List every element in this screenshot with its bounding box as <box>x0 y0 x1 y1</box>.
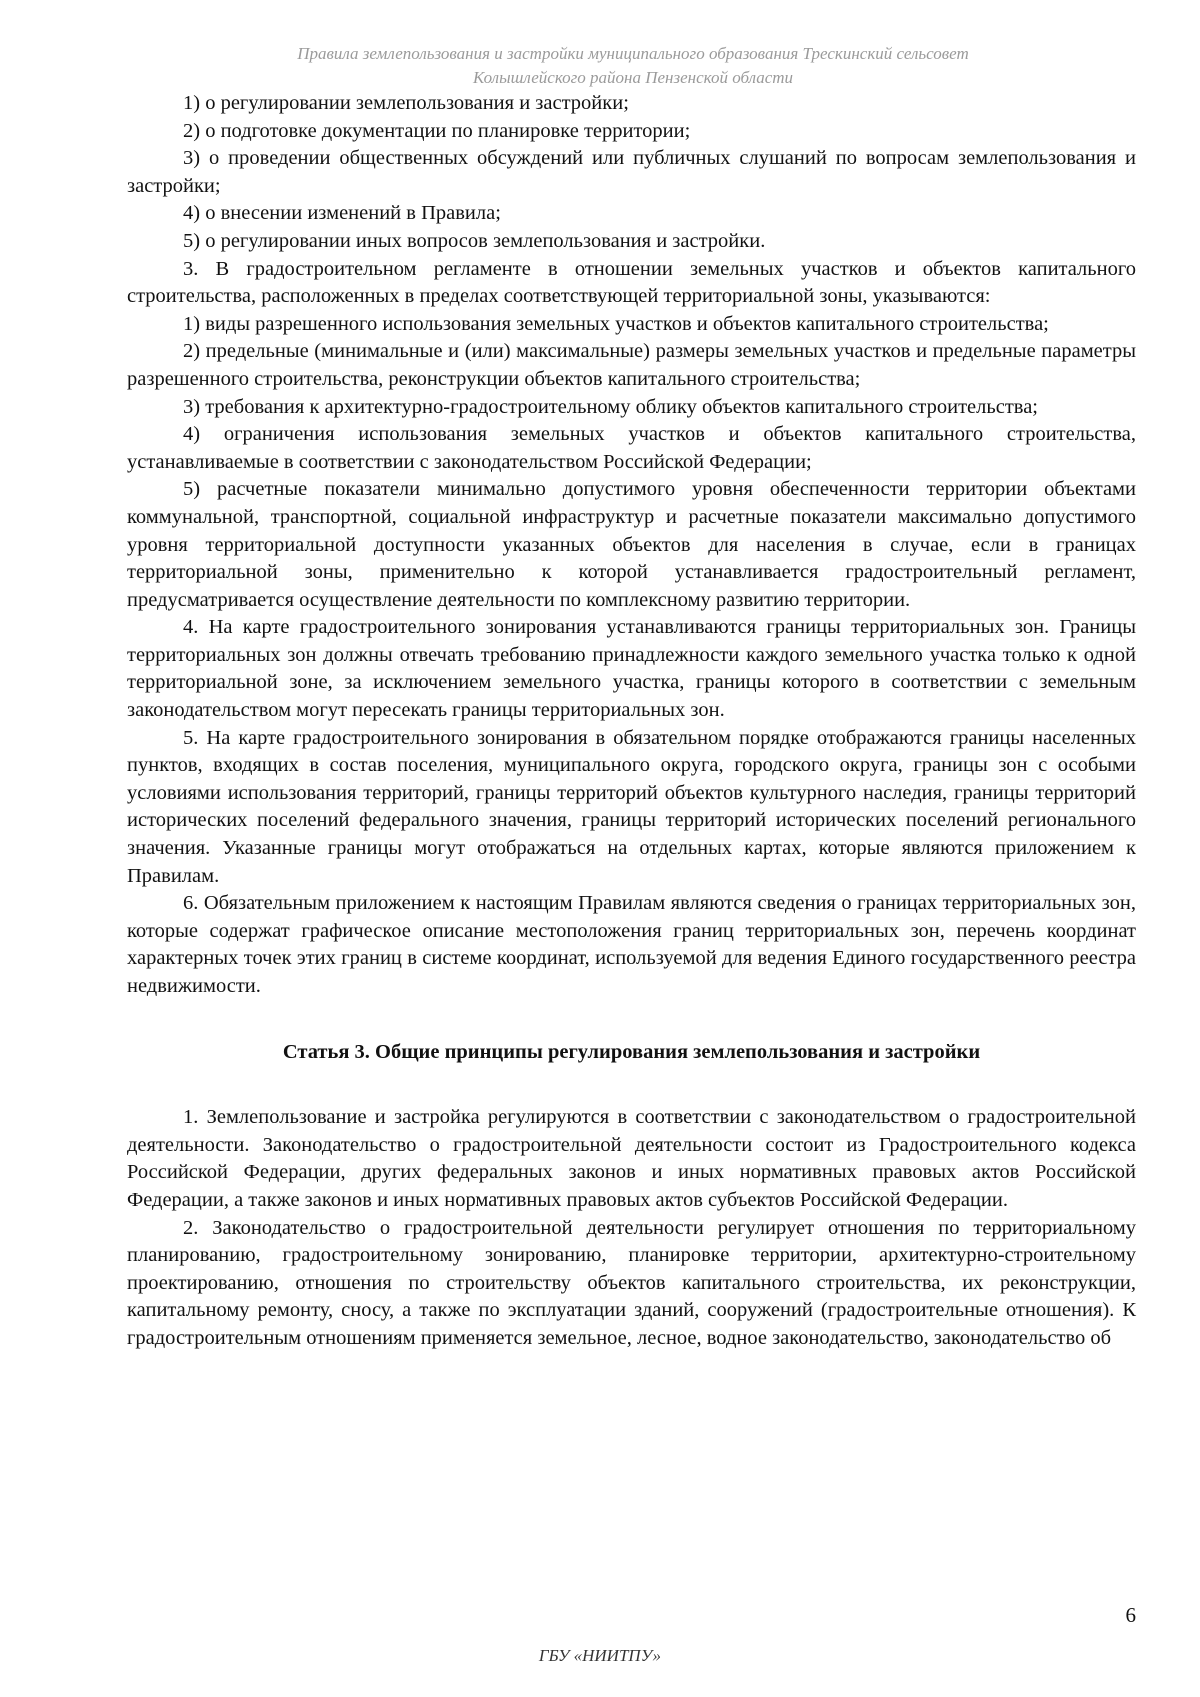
clause-3-item-5: 5) расчетные показатели минимально допустимого уровня обеспеченности территории объектами коммунальной, транспортной, социальной инфраструктур и расчетные показатели максимально допустимого уровня территориальной доступности указанных объектов для населения в случае, если в границах территориальной зоны, применительно к которой устанавливается градостроительный регламент, предусматривается осуществление деятельности по комплексному развитию территории. <box>127 478 1136 611</box>
list-item-public-hearings: 3) о проведении общественных обсуждений или публичных слушаний по вопросам землепользования и застройки; <box>127 147 1136 197</box>
header-line-1: Правила землепользования и застройки муниципального образования Трескинский сельсовет <box>297 44 969 63</box>
article-heading: Статья 3. Общие принципы регулирования землепользования и застройки <box>282 1040 981 1063</box>
document-body <box>127 90 1136 1353</box>
clause-6: 6. Обязательным приложением к настоящим Правилам являются сведения о границах территориальных зон, которые содержат графическое описание местоположения границ территориальных зон, перечень координат характерных точек этих границ в системе координат, используемой для ведения Единого государственного реестра недвижимости. <box>127 892 1136 997</box>
clause-3-item-2: 2) предельные (минимальные и (или) максимальные) размеры земельных участков и предельные параметры разрешенного строительства, реконструкции объектов капитального строительства; <box>127 340 1136 390</box>
clause-3-intro: 3. В градостроительном регламенте в отношении земельных участков и объектов капитального строительства, расположенных в пределах соответствующей территориальной зоны, указываются: <box>127 257 1136 308</box>
header-line-2: Колышлейского района Пензенской области <box>472 68 794 87</box>
clause-4: 4. На карте градостроительного зонирования устанавливаются границы территориальных зон. Границы территориальных зон должны отвечать требованию принадлежности каждого земельного участка только к одной территориальной зоне, за исключением земельного участка, границы которого в соответствии с земельным законодательством могут пересекать границы территориальных зон. <box>127 616 1136 722</box>
article-3-clause-1: 1. Землепользование и застройка регулируются в соответствии с законодательством о градостроительной деятельности. Законодательство о градостроительной деятельности состоит из Градостроительного кодекса Российской Федерации, других федеральных законов и иных нормативных правовых актов Российской Федерации, а также законов и иных нормативных правовых актов субъектов Российской Федерации. <box>127 1106 1136 1211</box>
list-item-planning-docs: 2) о подготовке документации по планировке территории; <box>183 119 691 142</box>
article-3-clause-2: 2. Законодательство о градостроительной деятельности регулирует отношения по территориальному планированию, градостроительному зонированию, планировке территории, архитектурно-строительному проектированию, отношения по строительству объектов капитального строительства, их реконструкции, капитальному ремонту, сносу, а также по эксплуатации зданий, сооружений (градостроительные отношения). К градостроительным отношениям применяется земельное, лесное, водное законодательство, законодательство об <box>127 1216 1136 1349</box>
clause-3-item-4: 4) ограничения использования земельных участков и объектов капитального строительства, устанавливаемые в соответствии с законодательством Российской Федерации; <box>127 423 1136 473</box>
clause-5: 5. На карте градостроительного зонирования в обязательном порядке отображаются границы населенных пунктов, входящих в состав поселения, муниципального округа, городского округа, границы зон с особыми условиями использования территорий, границы территорий объектов культурного наследия, границы территорий исторических поселений федерального значения, границы территорий исторических поселений регионального значения. Указанные границы могут отображаться на отдельных картах, которые являются приложением к Правилам. <box>127 726 1136 887</box>
clause-3-item-1: 1) виды разрешенного использования земельных участков и объектов капитального строительства; <box>183 312 1049 335</box>
list-item-amendments: 4) о внесении изменений в Правила; <box>183 202 501 225</box>
list-item-other-questions: 5) о регулировании иных вопросов землепользования и застройки. <box>183 229 766 252</box>
page-number: 6 <box>1125 1603 1136 1627</box>
list-item-regulation: 1) о регулировании землепользования и застройки; <box>183 92 629 114</box>
clause-3-item-3: 3) требования к архитектурно-градостроительному облику объектов капитального строительства; <box>183 395 1038 418</box>
running-header <box>130 42 1136 90</box>
page-footer: ГБУ «НИИТПУ» <box>538 1646 662 1665</box>
